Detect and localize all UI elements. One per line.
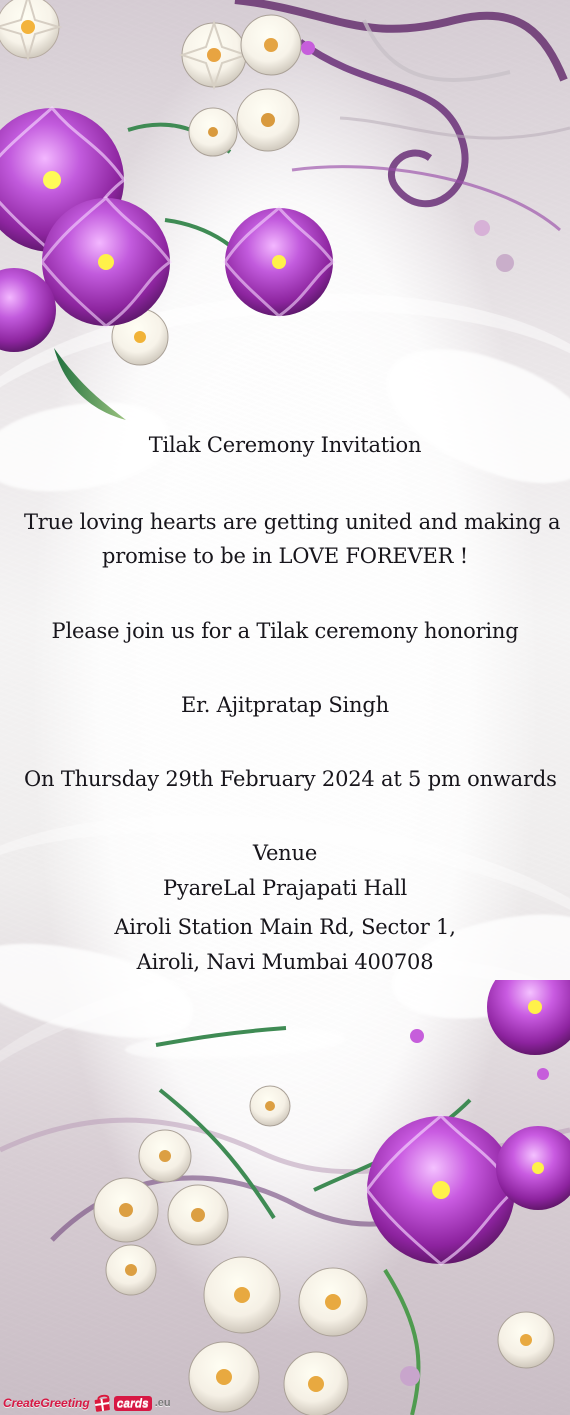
venue-address-line: Airoli Station Main Rd, Sector 1, xyxy=(114,915,456,939)
invite-line: Please join us for a Tilak ceremony honoring xyxy=(51,619,519,643)
brand-domain: .eu xyxy=(154,1397,171,1409)
venue-label: Venue xyxy=(252,841,318,865)
createGreetingCards-logo[interactable] xyxy=(3,1392,171,1414)
message-line: promise to be in LOVE FOREVER ! xyxy=(102,544,468,568)
message-line: True loving hearts are getting united and making a xyxy=(24,510,561,534)
invitation-title: Tilak Ceremony Invitation xyxy=(148,433,422,457)
venue-name: PyareLal Prajapati Hall xyxy=(162,876,408,900)
venue-address-line: Airoli, Navi Mumbai 400708 xyxy=(136,950,434,974)
gift-icon xyxy=(92,1393,112,1413)
brand-cards-label: cards xyxy=(114,1396,152,1411)
event-date-time: On Thursday 29th February 2024 at 5 pm onwards xyxy=(24,767,557,791)
brand-text: CreateGreeting xyxy=(3,1396,90,1410)
honoree-name: Er. Ajitpratap Singh xyxy=(181,693,389,717)
